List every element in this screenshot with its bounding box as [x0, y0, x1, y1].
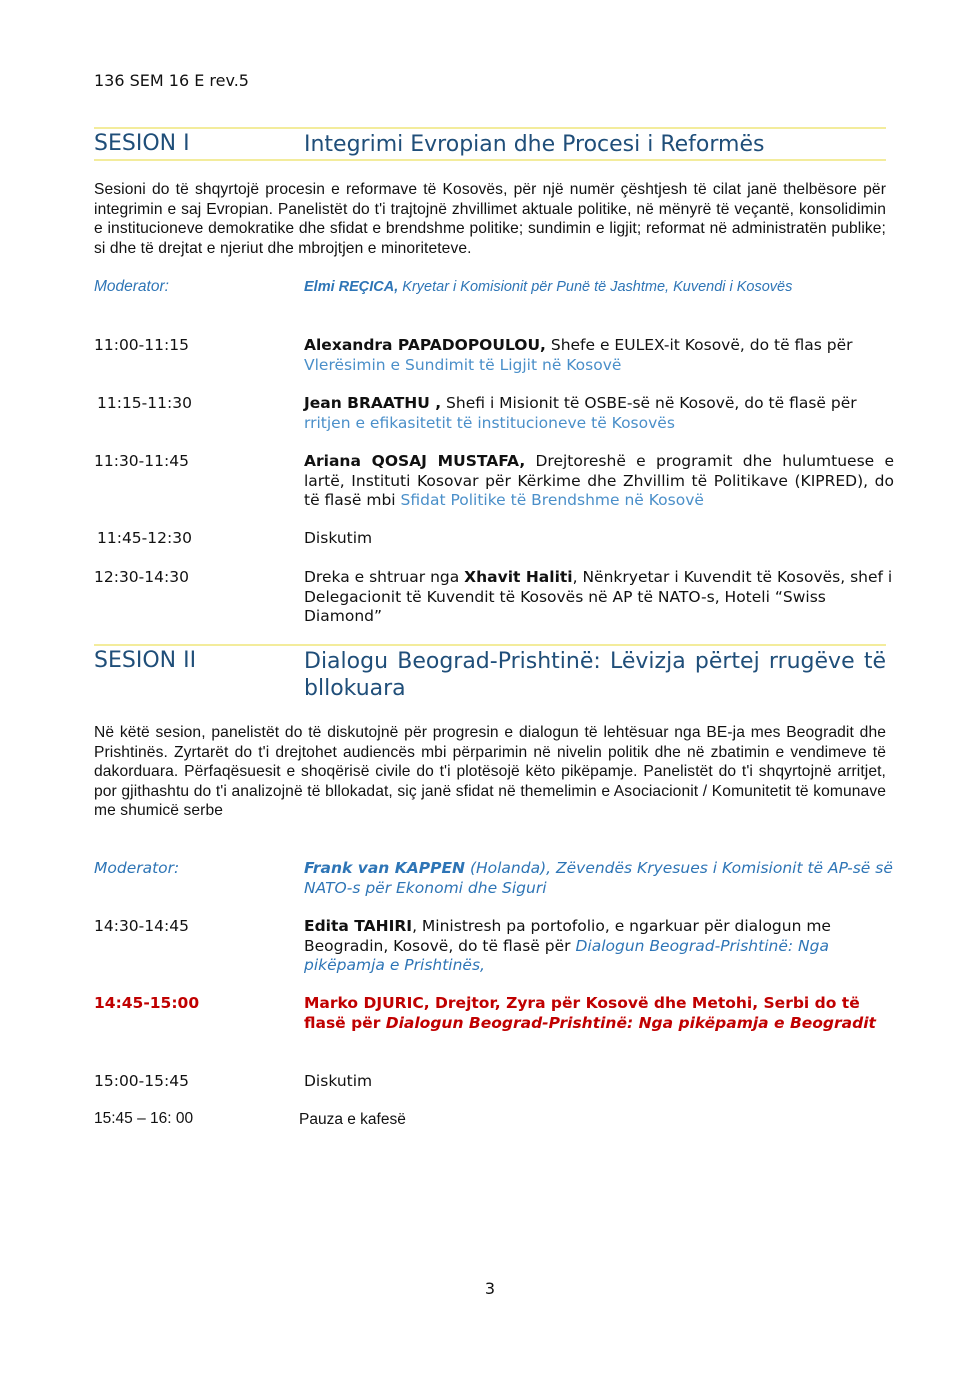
- speaker-role: Shefi i Misionit të OSBE-së në Kosovë, do të flasë për: [441, 394, 857, 412]
- entry-text: Dreka e shtruar nga: [304, 568, 465, 586]
- agenda-entry: [304, 336, 894, 375]
- agenda-time: 11:30-11:45: [94, 452, 189, 470]
- agenda-entry: Pauza e kafesë: [299, 1111, 406, 1128]
- agenda-time: 14:30-14:45: [94, 917, 189, 935]
- agenda-time: 11:15-11:30: [97, 394, 192, 412]
- speaker-name: Ariana QOSAJ MUSTAFA,: [304, 452, 526, 470]
- agenda-time: 12:30-14:30: [94, 568, 189, 586]
- talk-topic: Vlerësimin e Sundimit të Ligjit në Kosovë: [304, 355, 622, 374]
- moderator-name: Frank van KAPPEN: [304, 859, 466, 877]
- session-1-description: Sesioni do të shqyrtojë procesin e reformave të Kosovës, për një numër çështjesh të cilat janë thelbësore për integrimin e saj Evropian. Panelistët do t'i trajtojnë zhvillimet aktuale politike, në mënyrë të veçantë, konsolidimin e institucioneve demokratike dhe sfidat e brendshme politike; sundimin e ligjit; reformat në administratën publike; si dhe të drejtat e njeriut dhe mbrojtjen e minoriteteve.: [94, 181, 886, 257]
- session-2-description: Në këtë sesion, panelistët do të diskutojnë për progresin e dialogun të lehtësuar nga BE-ja mes Beogradit dhe Prishtinës. Zyrtarët do t'i drejtohet audiencës mbi përparimin në nivelin politik dhe në zbatimin e vendimeve të dakorduara. Përfaqësuesit e shoqërisë civile do t'i plotësojë këto pikëpamje. Panelistët do t'i shqyrtojnë arritjet, por gjithashtu do t'i analizojnë të bllokadat, siç janë sfidat në themelimin e Asociacionit / Komunitetit të komunave me shumicë serbe: [94, 724, 886, 820]
- speaker-name: Edita TAHIRI: [304, 917, 413, 935]
- session-2-title: Dialogu Beograd-Prishtinë: Lëvizja përtej rrugëve të bllokuara: [304, 649, 886, 701]
- session-2-label: SESION II: [94, 648, 197, 673]
- host-name: Xhavit Haliti: [464, 568, 573, 586]
- agenda-entry: [304, 568, 894, 627]
- agenda-entry: Diskutim: [304, 529, 373, 547]
- session-2-moderator-label: Moderator:: [94, 859, 180, 877]
- agenda-time: 11:00-11:15: [94, 336, 189, 354]
- session-1-moderator: [304, 278, 894, 298]
- speaker-name: Jean BRAATHU ,: [304, 394, 442, 412]
- section-divider-bottom: [94, 159, 886, 161]
- agenda-time: 14:45-15:00: [94, 994, 200, 1012]
- agenda-time: 11:45-12:30: [97, 529, 192, 547]
- session-1-moderator-label: Moderator:: [94, 278, 169, 295]
- entry-text: , Nënkryetar i Kuvendit të Kosovës, shef i Delegacionit të Kuvendit të Kosovës në AP të NATO-s, Hoteli “Swiss Diamond”: [304, 568, 893, 625]
- session-2-moderator: [304, 859, 894, 898]
- moderator-role: (Holanda), Zëvendës Kryesues i Komisionit të AP-së së NATO-s për Ekonomi dhe Siguri: [304, 859, 893, 897]
- agenda-time: 15:00-15:45: [94, 1072, 189, 1090]
- agenda-entry: [304, 394, 894, 433]
- session-1-label: SESION I: [94, 131, 190, 156]
- section-divider-top: [94, 644, 886, 646]
- agenda-entry: [304, 994, 894, 1033]
- agenda-entry: Diskutim: [304, 1072, 373, 1090]
- moderator-name: Elmi REÇICA,: [304, 279, 399, 295]
- moderator-role: Kryetar i Komisionit për Punë të Jashtme, Kuvendi i Kosovës: [398, 279, 793, 295]
- document-reference: 136 SEM 16 E rev.5: [94, 71, 249, 90]
- speaker-role: Marko DJURIC, Drejtor, Zyra për Kosovë dhe Metohi, Serbi do të flasë për: [304, 994, 860, 1032]
- speaker-role: Shefe e EULEX-it Kosovë, do të flas për: [545, 336, 853, 354]
- talk-topic: Sfidat Politike të Brendshme në Kosovë: [400, 491, 704, 509]
- agenda-time: 15:45 – 16: 00: [94, 1110, 194, 1127]
- speaker-role: Drejtoreshë e programit dhe hulumtuese e lartë, Instituti Kosovar për Kërkime dhe Zhvillim të Politikave (KIPRED), do të flasë mbi: [304, 452, 894, 509]
- session-1-title: Integrimi Evropian dhe Procesi i Reformës: [304, 132, 765, 157]
- talk-topic: Dialogun Beograd-Prishtinë: Nga pikëpamja e Beogradit: [385, 1013, 876, 1032]
- talk-topic: Dialogun Beograd-Prishtinë: Nga pikëpamja e Prishtinës,: [304, 936, 829, 974]
- agenda-entry: [304, 917, 894, 976]
- section-divider-top: [94, 127, 886, 129]
- speaker-name: Alexandra PAPADOPOULOU,: [304, 336, 546, 354]
- talk-topic: rritjen e efikasitetit të institucioneve të Kosovës: [304, 413, 675, 432]
- page-number: 3: [484, 1279, 496, 1298]
- speaker-role: , Ministresh pa portofolio, e ngarkuar për dialogun me Beogradin, Kosovë, do të flasë për: [304, 917, 831, 955]
- agenda-entry: [304, 452, 894, 511]
